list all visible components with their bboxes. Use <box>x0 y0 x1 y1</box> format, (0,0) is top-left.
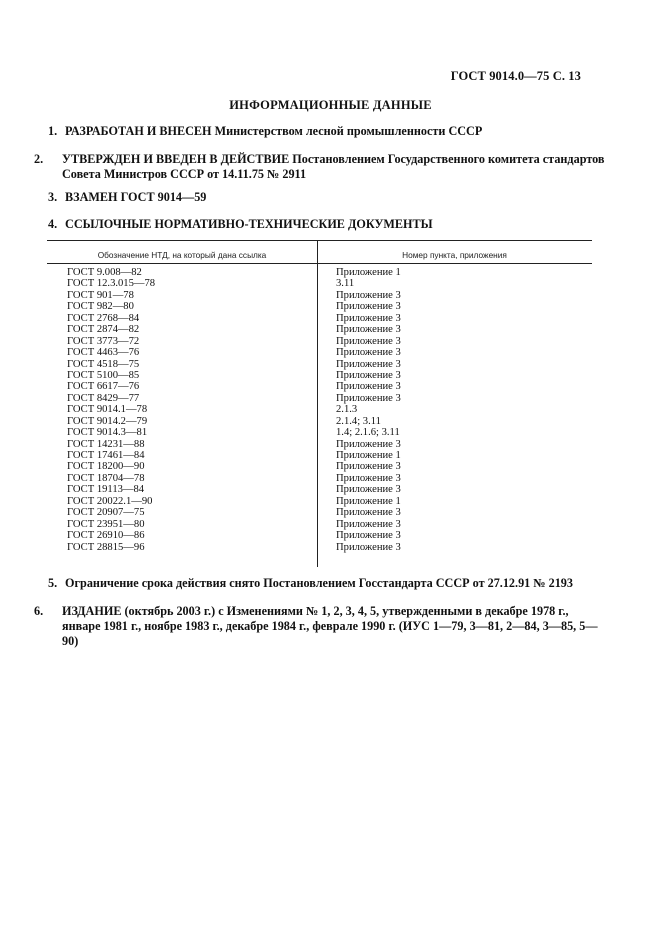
table-cell-designation: ГОСТ 17461—84 <box>67 450 145 461</box>
table-header-divider <box>47 263 592 264</box>
table-cell-designation: ГОСТ 9014.2—79 <box>67 415 148 427</box>
item-number: 3. <box>48 190 58 204</box>
table-cell-designation: ГОСТ 18200—90 <box>67 461 145 473</box>
table-cell-designation: ГОСТ 23951—80 <box>67 518 145 530</box>
table-cell-clause: Приложение 3 <box>336 518 401 530</box>
table-cell-designation: ГОСТ 2768—84 <box>67 312 140 324</box>
item-number: 2. <box>34 152 44 166</box>
table-cell-designation: ГОСТ 6617—76 <box>67 381 140 393</box>
page-header: ГОСТ 9014.0—75 С. 13 <box>450 69 581 83</box>
table-column-designation <box>67 267 155 553</box>
table-cell-designation: ГОСТ 2874—82 <box>67 324 140 336</box>
item-number: 4. <box>48 217 58 231</box>
table-cell-designation: ГОСТ 4463—76 <box>67 347 140 359</box>
table-cell-designation: ГОСТ 4518—75 <box>67 358 140 370</box>
table-cell-clause: Приложение 3 <box>336 461 401 473</box>
table-cell-clause: Приложение 3 <box>336 507 401 519</box>
table-cell-clause: Приложение 3 <box>336 438 401 450</box>
table-cell-designation: ГОСТ 20907—75 <box>67 507 145 519</box>
item-heading: УТВЕРЖДЕН И ВВЕДЕН В ДЕЙСТВИЕ <box>62 152 290 166</box>
item-heading: РАЗРАБОТАН И ВНЕСЕН <box>65 124 212 138</box>
table-cell-designation: ГОСТ 3773—72 <box>67 335 140 347</box>
table-cell-clause: Приложение 3 <box>336 312 401 324</box>
item-text: Постановлением Государственного комитета стандартов Совета Министров СССР от 14.11.75 № 2911 <box>62 152 605 181</box>
table-header-designation: Обозначение НТД, на который дана ссылка <box>97 250 267 260</box>
table-cell-designation: ГОСТ 9014.3—81 <box>67 427 148 439</box>
table-cell-designation: ГОСТ 18704—78 <box>67 472 145 484</box>
table-cell-clause: Приложение 3 <box>336 358 401 370</box>
table-cell-designation: ГОСТ 982—80 <box>67 301 134 313</box>
info-item-5 <box>48 576 593 591</box>
section-title: ИНФОРМАЦИОННЫЕ ДАННЫЕ <box>229 98 432 112</box>
item-text: Министерством лесной промышленности СССР <box>214 124 483 138</box>
table-cell-clause: Приложение 1 <box>336 495 401 507</box>
table-cell-designation: ГОСТ 26910—86 <box>67 530 145 542</box>
table-cell-clause: Приложение 3 <box>336 530 401 542</box>
table-cell-clause: Приложение 1 <box>336 267 401 278</box>
item-number: 1. <box>48 124 58 138</box>
item-number: 5. <box>48 576 58 590</box>
item-heading: ВЗАМЕН ГОСТ 9014—59 <box>65 190 207 204</box>
table-column-clause <box>336 267 401 553</box>
item-heading: ССЫЛОЧНЫЕ НОРМАТИВНО-ТЕХНИЧЕСКИЕ ДОКУМЕНТЫ <box>65 217 433 231</box>
info-item-2 <box>34 152 607 182</box>
item-text: Ограничение срока действия снято Постановлением Госстандарта СССР от 27.12.91 № 2193 <box>65 576 573 590</box>
table-cell-designation: ГОСТ 19113—84 <box>67 484 145 496</box>
table-cell-designation: ГОСТ 901—78 <box>67 289 134 301</box>
table-cell-clause: Приложение 3 <box>336 381 401 393</box>
reference-documents-table <box>47 240 592 567</box>
table-cell-clause: Приложение 3 <box>336 484 401 496</box>
table-cell-clause: Приложение 3 <box>336 301 401 313</box>
table-cell-clause: Приложение 3 <box>336 541 401 553</box>
item-text: (октябрь 2003 г.) с Изменениями № 1, 2, 3, 4, 5, утвержденными в декабре 1978 г., январе 1981 г., ноябре 1983 г., декабре 1984 г., феврале 1990 г. (ИУС 1—79, 3—81, 2—84, 3—85, 5—90) <box>62 604 598 648</box>
table-cell-clause: 1.4; 2.1.6; 3.11 <box>336 427 400 439</box>
table-cell-designation: ГОСТ 14231—88 <box>67 438 145 450</box>
info-item-3 <box>48 190 593 205</box>
table-cell-clause: Приложение 3 <box>336 335 401 347</box>
table-cell-designation: ГОСТ 20022.1—90 <box>67 495 153 507</box>
info-item-6 <box>34 604 607 648</box>
item-heading: ИЗДАНИЕ <box>62 604 122 618</box>
table-column-divider <box>317 241 318 567</box>
table-cell-designation: ГОСТ 9014.1—78 <box>67 404 148 416</box>
table-cell-clause: Приложение 3 <box>336 392 401 404</box>
table-cell-clause: 2.1.4; 3.11 <box>336 415 381 427</box>
table-cell-designation: ГОСТ 28815—96 <box>67 541 145 553</box>
table-cell-clause: Приложение 3 <box>336 324 401 336</box>
table-cell-clause: Приложение 3 <box>336 289 401 301</box>
table-cell-clause: 3.11 <box>336 278 355 290</box>
table-cell-designation: ГОСТ 12.3.015—78 <box>67 278 156 290</box>
table-cell-designation: ГОСТ 9.008—82 <box>67 267 142 278</box>
table-cell-clause: Приложение 1 <box>336 450 401 461</box>
info-item-1 <box>48 124 593 139</box>
item-number: 6. <box>34 604 44 618</box>
table-cell-designation: ГОСТ 5100—85 <box>67 369 140 381</box>
table-cell-clause: Приложение 3 <box>336 472 401 484</box>
table-header-clause: Номер пункта, приложения <box>402 250 507 260</box>
table-cell-designation: ГОСТ 8429—77 <box>67 392 140 404</box>
table-cell-clause: Приложение 3 <box>336 347 401 359</box>
table-cell-clause: 2.1.3 <box>336 404 358 416</box>
table-cell-clause: Приложение 3 <box>336 369 401 381</box>
info-item-4 <box>48 217 593 232</box>
